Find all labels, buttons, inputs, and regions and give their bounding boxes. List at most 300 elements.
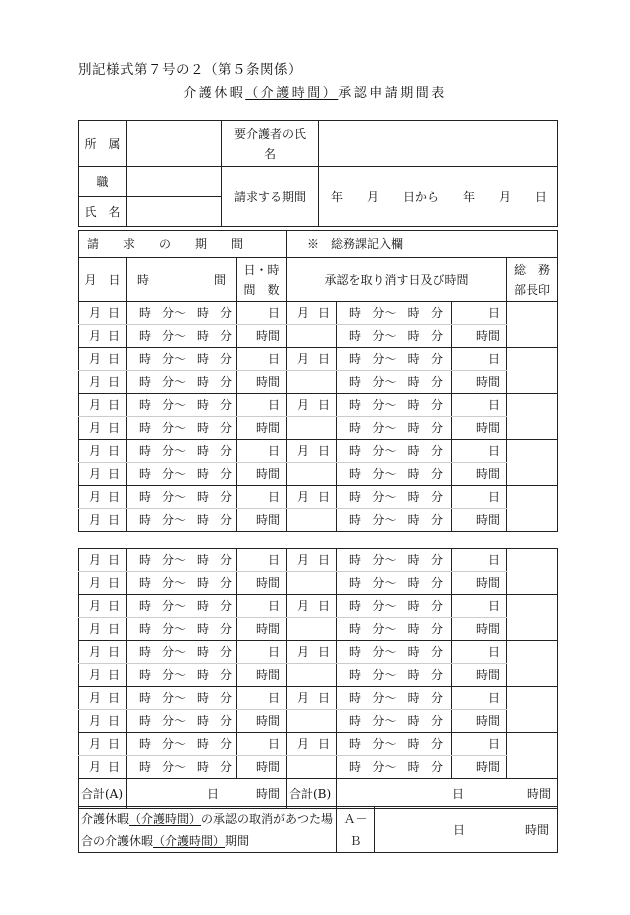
- minute-from-label: 分～: [372, 398, 397, 412]
- request-hours-cell[interactable]: [237, 463, 287, 486]
- cancel-hours-cell[interactable]: [452, 664, 507, 687]
- table-row: [79, 733, 558, 756]
- minute-from-label: 分～: [372, 467, 397, 481]
- request-hours-cell[interactable]: [237, 618, 287, 641]
- request-hours-cell[interactable]: [237, 371, 287, 394]
- cancel-hours-cell[interactable]: [452, 618, 507, 641]
- request-time-cell[interactable]: [127, 733, 237, 756]
- job-field[interactable]: [127, 167, 222, 197]
- request-date-cell[interactable]: [79, 394, 127, 417]
- cancel-time-cell[interactable]: [337, 756, 452, 779]
- minute-from-label: 分～: [161, 490, 186, 504]
- title-underlined: （介護時間）: [245, 86, 339, 101]
- table-row: [79, 710, 558, 733]
- total-a-value[interactable]: 日 時間: [127, 779, 287, 809]
- minute-to-label: 分: [430, 714, 443, 728]
- request-date-cell[interactable]: [79, 641, 127, 664]
- minute-from-label: 分～: [161, 737, 186, 751]
- request-time-cell[interactable]: [127, 348, 237, 371]
- minute-from-label: 分～: [372, 444, 397, 458]
- hour-to-label: 時: [407, 691, 420, 705]
- manager-seal-cell[interactable]: [507, 733, 558, 779]
- request-time-cell[interactable]: [127, 549, 237, 572]
- minute-to-label: 分: [219, 398, 232, 412]
- request-days-cell[interactable]: [237, 440, 287, 463]
- cancel-hours-cell[interactable]: [452, 756, 507, 779]
- request-days-cell[interactable]: [237, 348, 287, 371]
- hour-to-label: 時: [407, 421, 420, 435]
- hour-label: 時: [349, 329, 362, 343]
- manager-seal-cell[interactable]: [507, 641, 558, 687]
- cancel-time-cell[interactable]: [337, 549, 452, 572]
- hour-label: 時: [349, 576, 362, 590]
- cancel-hours-cell[interactable]: [452, 417, 507, 440]
- manager-seal-cell[interactable]: [507, 302, 558, 348]
- cancel-time-cell[interactable]: [337, 440, 452, 463]
- hour-label: 時: [349, 421, 362, 435]
- cancel-date-cell[interactable]: [287, 549, 337, 572]
- hours-label: 時間: [476, 421, 501, 435]
- manager-seal-cell[interactable]: [507, 348, 558, 394]
- minute-to-label: 分: [219, 375, 232, 389]
- request-days-cell[interactable]: [237, 394, 287, 417]
- day-label: 日: [107, 714, 120, 728]
- minute-from-label: 分～: [372, 375, 397, 389]
- table-row: [79, 463, 558, 486]
- table-row: [79, 687, 558, 710]
- minute-to-label: 分: [430, 737, 443, 751]
- table-row: [79, 664, 558, 687]
- hour-to-label: 時: [196, 737, 209, 751]
- hour-label: 時: [139, 576, 152, 590]
- hours-label: 時間: [475, 622, 500, 636]
- request-hours-cell[interactable]: [237, 664, 287, 687]
- minute-from-label: 分～: [161, 668, 186, 682]
- cancel-time-cell[interactable]: [337, 618, 452, 641]
- request-date-cell[interactable]: [79, 687, 127, 710]
- request-time-cell[interactable]: [127, 687, 237, 710]
- hour-to-label: 時: [196, 760, 209, 774]
- days-label: 日: [268, 398, 281, 412]
- hour-to-label: 時: [407, 553, 420, 567]
- hour-label: 時: [139, 668, 152, 682]
- request-date-cell[interactable]: [79, 417, 127, 440]
- day-label: 日: [107, 398, 120, 412]
- minute-to-label: 分: [219, 513, 232, 527]
- care-recipient-label: [222, 121, 319, 167]
- minute-to-label: 分: [219, 553, 232, 567]
- hour-label: 時: [349, 691, 362, 705]
- request-time-cell[interactable]: [127, 463, 237, 486]
- cancel-date-cell[interactable]: [287, 348, 337, 371]
- days-label: 日: [267, 599, 280, 613]
- cancellation-period-value[interactable]: 日 時間: [375, 807, 558, 853]
- request-date-cell[interactable]: [79, 664, 127, 687]
- request-table-2: [78, 548, 558, 809]
- month-label: 月: [89, 760, 102, 774]
- manager-seal-cell[interactable]: [507, 394, 558, 440]
- minute-from-label: 分～: [161, 513, 186, 527]
- cancel-date-cell[interactable]: [287, 486, 337, 509]
- request-time-cell[interactable]: [127, 417, 237, 440]
- request-hours-cell[interactable]: [237, 710, 287, 733]
- hour-to-label: 時: [196, 513, 209, 527]
- cancel-time-cell[interactable]: [337, 664, 452, 687]
- affiliation-field[interactable]: [127, 121, 222, 167]
- cancel-days-cell[interactable]: [452, 440, 507, 463]
- minute-from-label: 分～: [161, 398, 186, 412]
- manager-seal-cell[interactable]: [507, 486, 558, 532]
- hours-label: 時間: [476, 375, 501, 389]
- hour-to-label: 時: [407, 329, 420, 343]
- request-hours-cell[interactable]: [237, 417, 287, 440]
- day-label: 日: [107, 737, 120, 751]
- care-recipient-field[interactable]: [319, 121, 558, 167]
- hours-label: 時間: [256, 329, 281, 343]
- hour-to-label: 時: [407, 352, 420, 366]
- total-b-label: 合計(B): [287, 779, 337, 809]
- request-time-cell[interactable]: [127, 618, 237, 641]
- hour-to-label: 時: [196, 645, 209, 659]
- minute-from-label: 分～: [161, 352, 186, 366]
- minute-from-label: 分～: [372, 421, 397, 435]
- cancel-date-cell[interactable]: [287, 664, 337, 687]
- cancel-date-cell[interactable]: [287, 394, 337, 417]
- day-label: 日: [318, 306, 331, 320]
- cancel-hours-cell[interactable]: [452, 325, 507, 348]
- minute-from-label: 分～: [161, 576, 186, 590]
- period-month1: 月: [366, 189, 379, 204]
- minute-from-label: 分～: [372, 329, 397, 343]
- table-row: [79, 486, 558, 509]
- hour-label: 時: [349, 490, 362, 504]
- request-days-cell[interactable]: [237, 549, 287, 572]
- cancel-date-cell[interactable]: [287, 371, 337, 394]
- cancel-time-cell[interactable]: [337, 595, 452, 618]
- hour-label: 時: [349, 668, 362, 682]
- days-label: 日: [488, 398, 501, 412]
- request-time-cell[interactable]: [127, 509, 237, 532]
- hour-label: 時: [139, 329, 152, 343]
- cancel-time-cell[interactable]: [337, 710, 452, 733]
- request-date-cell[interactable]: [79, 486, 127, 509]
- cancel-date-cell[interactable]: [287, 417, 337, 440]
- cancel-date-cell[interactable]: [287, 302, 337, 325]
- day-label: 日: [317, 599, 330, 613]
- cancel-days-cell[interactable]: [452, 486, 507, 509]
- minute-to-label: 分: [430, 760, 443, 774]
- cancel-time-cell[interactable]: [337, 394, 452, 417]
- manager-seal-cell[interactable]: [507, 549, 558, 595]
- hour-label: 時: [349, 714, 362, 728]
- manager-seal-cell[interactable]: [507, 687, 558, 733]
- cancel-days-cell[interactable]: [452, 687, 507, 710]
- request-date-cell[interactable]: [79, 572, 127, 595]
- month-label: 月: [89, 714, 102, 728]
- day-label: 日: [107, 421, 120, 435]
- cancel-date-cell[interactable]: [287, 572, 337, 595]
- days-label: 日: [488, 490, 501, 504]
- a-minus-b-label: Ａ－ Ｂ: [337, 807, 375, 853]
- request-date-cell[interactable]: [79, 440, 127, 463]
- hour-to-label: 時: [407, 467, 420, 481]
- minute-from-label: 分～: [161, 553, 186, 567]
- cancel-date-cell[interactable]: [287, 463, 337, 486]
- hour-to-label: 時: [196, 599, 209, 613]
- title-suffix: 承認申請期間表: [338, 86, 447, 101]
- cancel-hours-cell[interactable]: [452, 572, 507, 595]
- request-time-cell[interactable]: [127, 641, 237, 664]
- cancel-time-cell[interactable]: [337, 509, 452, 532]
- period-day-from: 日から: [402, 189, 439, 204]
- hour-label: 時: [349, 375, 362, 389]
- request-date-cell[interactable]: [79, 733, 127, 756]
- request-period-field[interactable]: [319, 167, 558, 227]
- hour-label: 時: [139, 444, 152, 458]
- days-label: 日: [267, 645, 280, 659]
- month-label: 月: [89, 467, 102, 481]
- cancel-date-cell[interactable]: [287, 509, 337, 532]
- cancel-time-cell[interactable]: [337, 641, 452, 664]
- hours-label: 時間: [475, 668, 500, 682]
- cancel-date-cell[interactable]: [287, 710, 337, 733]
- cancel-time-cell[interactable]: [337, 463, 452, 486]
- cancel-time-cell[interactable]: [337, 687, 452, 710]
- cancel-time-cell[interactable]: [337, 417, 452, 440]
- minute-to-label: 分: [219, 490, 232, 504]
- minute-to-label: 分: [431, 467, 444, 481]
- day-label: 日: [107, 513, 120, 527]
- cancel-days-cell[interactable]: [452, 733, 507, 756]
- hour-label: 時: [139, 352, 152, 366]
- hours-label: 時間: [476, 467, 501, 481]
- request-days-cell[interactable]: [237, 687, 287, 710]
- minute-from-label: 分～: [372, 306, 397, 320]
- request-date-cell[interactable]: [79, 549, 127, 572]
- name-field[interactable]: [127, 197, 222, 227]
- cancel-date-cell[interactable]: [287, 687, 337, 710]
- request-date-cell[interactable]: [79, 618, 127, 641]
- request-date-cell[interactable]: [79, 756, 127, 779]
- minute-from-label: 分～: [161, 329, 186, 343]
- hour-to-label: 時: [196, 329, 209, 343]
- hour-label: 時: [349, 553, 362, 567]
- request-period-label: 請求する期間: [222, 167, 319, 227]
- minute-from-label: 分～: [372, 645, 397, 659]
- request-time-cell[interactable]: [127, 302, 237, 325]
- minute-from-label: 分～: [161, 645, 186, 659]
- day-label: 日: [318, 352, 331, 366]
- hour-to-label: 時: [407, 513, 420, 527]
- request-time-cell[interactable]: [127, 440, 237, 463]
- hour-label: 時: [139, 691, 152, 705]
- cancel-time-cell[interactable]: [337, 371, 452, 394]
- hour-label: 時: [139, 306, 152, 320]
- manager-seal-header: 総 務 部長印: [507, 258, 558, 302]
- days-label: 日: [488, 306, 501, 320]
- month-label: 月: [297, 306, 310, 320]
- cancel-days-cell[interactable]: [452, 641, 507, 664]
- hours-label: 時間: [476, 513, 501, 527]
- cancel-hours-cell[interactable]: [452, 710, 507, 733]
- hour-to-label: 時: [196, 553, 209, 567]
- minute-from-label: 分～: [372, 553, 397, 567]
- hour-to-label: 時: [196, 375, 209, 389]
- table-row: [79, 417, 558, 440]
- cancel-hours-cell[interactable]: [452, 509, 507, 532]
- month-label: 月: [297, 398, 310, 412]
- request-time-cell[interactable]: [127, 325, 237, 348]
- hours-label: 時間: [256, 467, 281, 481]
- request-hours-cell[interactable]: [237, 572, 287, 595]
- hours-label: 時間: [475, 576, 500, 590]
- request-days-cell[interactable]: [237, 595, 287, 618]
- request-days-cell[interactable]: [237, 302, 287, 325]
- minute-to-label: 分: [430, 691, 443, 705]
- hour-to-label: 時: [196, 352, 209, 366]
- hour-to-label: 時: [407, 622, 420, 636]
- cancel-days-cell[interactable]: [452, 595, 507, 618]
- days-label: 日: [267, 691, 280, 705]
- request-date-cell[interactable]: [79, 348, 127, 371]
- month-label: 月: [89, 645, 102, 659]
- request-days-cell[interactable]: [237, 733, 287, 756]
- minute-from-label: 分～: [161, 467, 186, 481]
- request-time-cell[interactable]: [127, 486, 237, 509]
- days-label: 日: [488, 352, 501, 366]
- hour-to-label: 時: [196, 691, 209, 705]
- days-label: 日: [487, 599, 500, 613]
- cancel-date-cell[interactable]: [287, 733, 337, 756]
- minute-from-label: 分～: [161, 421, 186, 435]
- hour-label: 時: [139, 398, 152, 412]
- hour-label: 時: [349, 622, 362, 636]
- request-date-cell[interactable]: [79, 302, 127, 325]
- cancel-date-cell[interactable]: [287, 641, 337, 664]
- month-label: 月: [89, 553, 102, 567]
- days-label: 日: [487, 645, 500, 659]
- request-days-cell[interactable]: [237, 641, 287, 664]
- hour-to-label: 時: [407, 760, 420, 774]
- cancellation-summary-table: [78, 806, 558, 853]
- hour-label: 時: [139, 553, 152, 567]
- minute-to-label: 分: [219, 599, 232, 613]
- day-label: 日: [317, 553, 330, 567]
- total-b-value[interactable]: 日 時間: [337, 779, 558, 809]
- month-label: 月: [89, 737, 102, 751]
- cancel-time-cell[interactable]: [337, 302, 452, 325]
- cancel-days-cell[interactable]: [452, 394, 507, 417]
- hour-label: 時: [139, 421, 152, 435]
- day-label: 日: [107, 553, 120, 567]
- minute-from-label: 分～: [161, 306, 186, 320]
- title-prefix: 介護休暇: [183, 86, 246, 101]
- cancel-date-cell[interactable]: [287, 325, 337, 348]
- cancel-time-cell[interactable]: [337, 572, 452, 595]
- request-period-header: 請 求 の 期 間: [79, 231, 287, 258]
- hour-label: 時: [139, 490, 152, 504]
- hours-label: 時間: [255, 668, 280, 682]
- request-date-cell[interactable]: [79, 595, 127, 618]
- table-row: [79, 325, 558, 348]
- request-time-cell[interactable]: [127, 664, 237, 687]
- request-hours-cell[interactable]: [237, 756, 287, 779]
- month-label: 月: [297, 490, 310, 504]
- cancel-days-cell[interactable]: [452, 348, 507, 371]
- request-time-cell[interactable]: [127, 394, 237, 417]
- minute-from-label: 分～: [372, 668, 397, 682]
- request-date-cell[interactable]: [79, 509, 127, 532]
- days-label: 日: [268, 306, 281, 320]
- minute-from-label: 分～: [372, 352, 397, 366]
- hours-label: 時間: [255, 576, 280, 590]
- minute-to-label: 分: [219, 760, 232, 774]
- request-date-cell[interactable]: [79, 371, 127, 394]
- day-label: 日: [107, 760, 120, 774]
- hours-label: 時間: [255, 760, 280, 774]
- cancel-days-cell[interactable]: [452, 302, 507, 325]
- hour-to-label: 時: [407, 398, 420, 412]
- cancel-days-cell[interactable]: [452, 549, 507, 572]
- minute-to-label: 分: [219, 737, 232, 751]
- minute-from-label: 分～: [161, 444, 186, 458]
- request-time-cell[interactable]: [127, 371, 237, 394]
- job-label: 職: [79, 167, 127, 197]
- request-time-cell[interactable]: [127, 572, 237, 595]
- cancel-hours-cell[interactable]: [452, 463, 507, 486]
- month-label: 月: [297, 352, 310, 366]
- request-time-cell[interactable]: [127, 710, 237, 733]
- month-label: 月: [297, 737, 310, 751]
- cancel-date-cell[interactable]: [287, 440, 337, 463]
- request-hours-cell[interactable]: [237, 509, 287, 532]
- minute-from-label: 分～: [372, 513, 397, 527]
- cancel-time-cell[interactable]: [337, 348, 452, 371]
- minute-to-label: 分: [219, 306, 232, 320]
- request-time-cell[interactable]: [127, 756, 237, 779]
- month-label: 月: [89, 306, 102, 320]
- request-date-cell[interactable]: [79, 325, 127, 348]
- day-label: 日: [107, 622, 120, 636]
- hours-label: 時間: [475, 760, 500, 774]
- cancel-date-cell[interactable]: [287, 756, 337, 779]
- cancel-time-cell[interactable]: [337, 325, 452, 348]
- cancel-date-cell[interactable]: [287, 595, 337, 618]
- manager-seal-cell[interactable]: [507, 595, 558, 641]
- hour-label: 時: [139, 599, 152, 613]
- request-date-cell[interactable]: [79, 710, 127, 733]
- cancel-time-cell[interactable]: [337, 733, 452, 756]
- month-label: 月: [89, 668, 102, 682]
- cancel-time-cell[interactable]: [337, 486, 452, 509]
- month-label: 月: [89, 490, 102, 504]
- cancel-date-cell[interactable]: [287, 618, 337, 641]
- manager-seal-cell[interactable]: [507, 440, 558, 486]
- request-time-cell[interactable]: [127, 595, 237, 618]
- request-days-cell[interactable]: [237, 486, 287, 509]
- hour-label: 時: [349, 599, 362, 613]
- month-label: 月: [89, 599, 102, 613]
- cancel-hours-cell[interactable]: [452, 371, 507, 394]
- minute-to-label: 分: [430, 622, 443, 636]
- minute-to-label: 分: [431, 375, 444, 389]
- minute-to-label: 分: [431, 306, 444, 320]
- request-table-1: [78, 230, 558, 532]
- page-title: [0, 82, 630, 101]
- request-hours-cell[interactable]: [237, 325, 287, 348]
- minute-to-label: 分: [219, 622, 232, 636]
- request-date-cell[interactable]: [79, 463, 127, 486]
